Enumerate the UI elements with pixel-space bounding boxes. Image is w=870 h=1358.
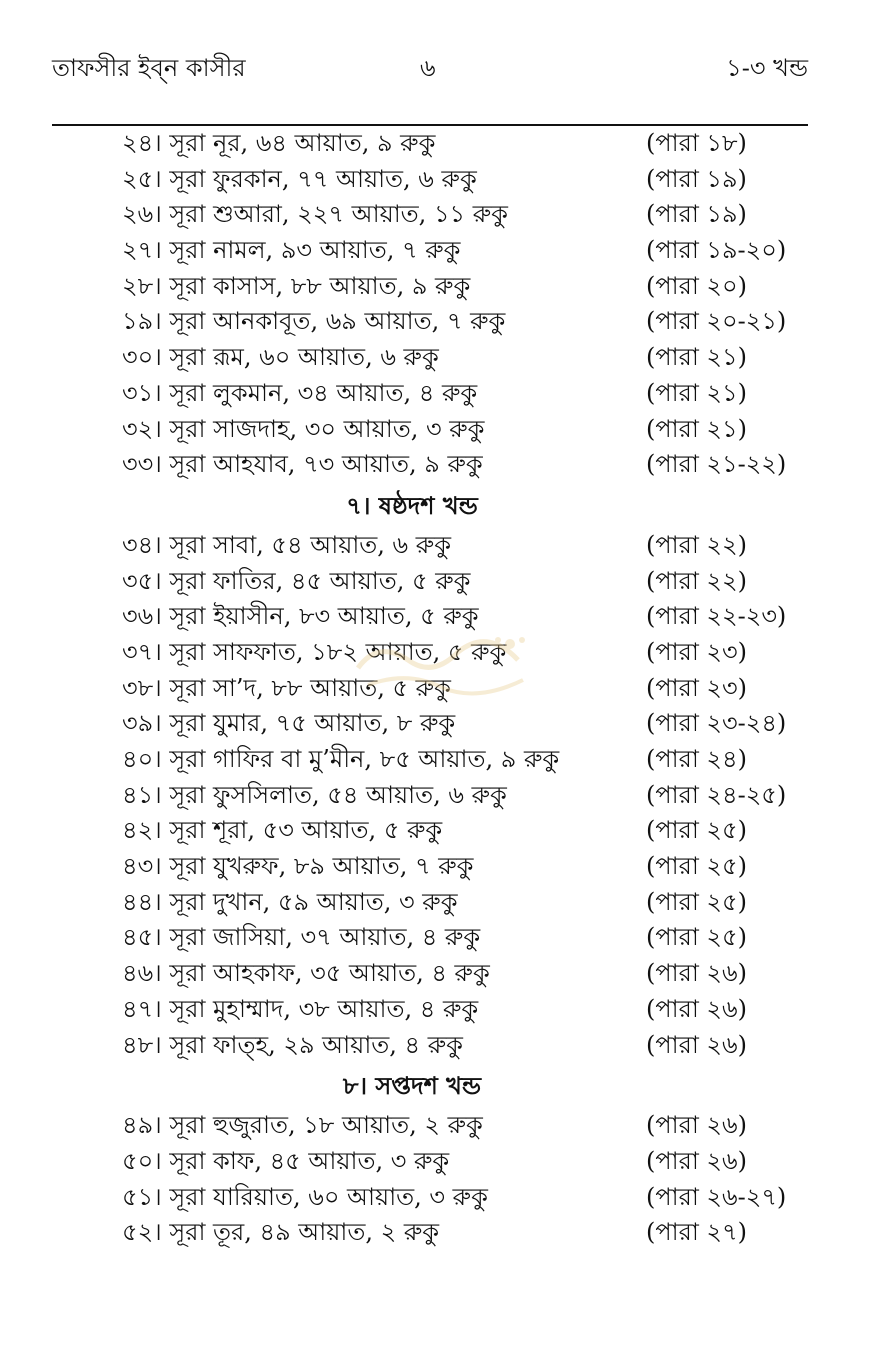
para-reference: (পারা ২৪) — [646, 745, 747, 773]
list-item — [122, 992, 812, 1028]
list-item — [122, 447, 812, 483]
list-item — [122, 813, 812, 849]
para-reference: (পারা ২৩) — [646, 637, 747, 666]
para-reference: (পারা ১৮) — [646, 129, 747, 157]
surah-entry: ৪৫। সূরা জাসিয়া, ৩৭ আয়াত, ৪ রুকু — [122, 923, 481, 952]
para-reference: (পারা ২২-২৩) — [646, 602, 787, 631]
list-item — [122, 920, 812, 956]
list-item — [122, 528, 812, 564]
surah-entry: ৪৯। সূরা হুজুরাত, ১৮ আয়াত, ২ রুকু — [122, 1111, 483, 1140]
para-reference: (পারা ১৯-২০) — [646, 236, 787, 265]
para-reference: (পারা ২৬) — [646, 959, 747, 988]
page-header — [52, 50, 808, 90]
book-title: তাফসীর ইব্‌ন কাসীর — [52, 54, 246, 82]
page-number: ৬ — [420, 54, 436, 82]
surah-entry: ৩৬। সূরা ইয়াসীন, ৮৩ আয়াত, ৫ রুকু — [122, 602, 479, 631]
list-item — [122, 233, 812, 269]
para-reference: (পারা ২৫) — [646, 852, 747, 881]
list-item — [122, 778, 812, 814]
para-reference: (পারা ২৩-২৪) — [646, 709, 787, 738]
para-reference: (পারা ২৬) — [646, 1030, 747, 1059]
surah-entry: ৩৩। সূরা আহযাব, ৭৩ আয়াত, ৯ রুকু — [122, 450, 483, 479]
para-reference: (পারা ২৬) — [646, 994, 747, 1023]
list-item — [122, 706, 812, 742]
surah-entry: ২৬। সূরা শুআরা, ২২৭ আয়াত, ১১ রুকু — [122, 200, 508, 229]
list-item — [122, 1028, 812, 1064]
para-reference: (পারা ২১) — [646, 414, 747, 443]
para-reference: (পারা ২৬) — [646, 1111, 747, 1140]
list-item — [122, 412, 812, 448]
list-item — [122, 304, 812, 340]
list-item — [122, 956, 812, 992]
para-reference: (পারা ২২) — [646, 530, 747, 559]
volume-label: ১-৩ খন্ড — [726, 54, 808, 82]
surah-entry: ১৯। সূরা আনকাবূত, ৬৯ আয়াত, ৭ রুকু — [122, 307, 506, 336]
surah-entry: ৩৪। সূরা সাবা, ৫৪ আয়াত, ৬ রুকু — [122, 530, 451, 559]
surah-entry: ৩৮। সূরা সা’দ, ৮৮ আয়াত, ৫ রুকু — [122, 673, 451, 702]
list-item — [122, 376, 812, 412]
para-reference: (পারা ২৬) — [646, 1146, 747, 1175]
surah-entry: ৪২। সূরা শূরা, ৫৩ আয়াত, ৫ রুকু — [122, 816, 443, 845]
surah-entry: ৪৬। সূরা আহকাফ, ৩৫ আয়াত, ৪ রুকু — [122, 959, 490, 988]
list-item — [122, 1180, 812, 1216]
list-item — [122, 197, 812, 233]
surah-entry: ৩৫। সূরা ফাতির, ৪৫ আয়াত, ৫ রুকু — [122, 566, 471, 595]
para-reference: (পারা ২০) — [646, 271, 747, 300]
section-heading: ৭। ষষ্ঠদশ খন্ড — [346, 490, 478, 520]
list-item — [122, 126, 812, 162]
para-reference: (পারা ২৫) — [646, 923, 747, 952]
list-item — [122, 564, 812, 600]
list-item — [122, 340, 812, 376]
list-item — [122, 162, 812, 198]
surah-entry: ২৭। সূরা নামল, ৯৩ আয়াত, ৭ রুকু — [122, 236, 461, 265]
surah-entry: ৪৪। সূরা দুখান, ৫৯ আয়াত, ৩ রুকু — [122, 887, 458, 916]
surah-entry: ২৮। সূরা কাসাস, ৮৮ আয়াত, ৯ রুকু — [122, 271, 471, 300]
surah-entry: ৪০। সূরা গাফির বা মু’মীন, ৮৫ আয়াত, ৯ রুকু — [122, 745, 560, 773]
para-reference: (পারা ২১) — [646, 343, 747, 372]
list-item — [122, 269, 812, 305]
list-item — [122, 742, 812, 778]
surah-entry: ৩০। সূরা রূম, ৬০ আয়াত, ৬ রুকু — [122, 343, 439, 372]
surah-entry: ৪১। সূরা ফুসসিলাত, ৫৪ আয়াত, ৬ রুকু — [122, 780, 507, 809]
para-reference: (পারা ২৫) — [646, 887, 747, 916]
surah-entry: ৩২। সূরা সাজদাহ, ৩০ আয়াত, ৩ রুকু — [122, 414, 485, 443]
para-reference: (পারা ২৪-২৫) — [646, 780, 787, 809]
surah-entry: ৩১। সূরা লুকমান, ৩৪ আয়াত, ৪ রুকু — [122, 378, 478, 407]
para-reference: (পারা ১৯) — [646, 164, 747, 193]
list-item — [122, 885, 812, 921]
surah-entry: ৪৮। সূরা ফাত্‌হ, ২৯ আয়াত, ৪ রুকু — [122, 1030, 463, 1059]
para-reference: (পারা ২১-২২) — [646, 450, 787, 479]
surah-entry: ২৪। সূরা নূর, ৬৪ আয়াত, ৯ রুকু — [122, 129, 436, 157]
surah-entry: ৪৭। সূরা মুহাম্মাদ, ৩৮ আয়াত, ৪ রুকু — [122, 994, 479, 1023]
surah-entry: ৫২। সূরা তূর, ৪৯ আয়াত, ২ রুকু — [122, 1218, 440, 1247]
surah-entry: ৪৩। সূরা যুখরুফ, ৮৯ আয়াত, ৭ রুকু — [122, 852, 474, 881]
list-item — [122, 671, 812, 707]
para-reference: (পারা ২৩) — [646, 673, 747, 702]
para-reference: (পারা ১৯) — [646, 200, 747, 229]
section-heading: ৮। সপ্তদশ খন্ড — [342, 1071, 482, 1101]
list-item — [122, 849, 812, 885]
list-item — [122, 1215, 812, 1251]
para-reference: (পারা ২২) — [646, 566, 747, 595]
surah-entry: ৩৭। সূরা সাফফাত, ১৮২ আয়াত, ৫ রুকু — [122, 637, 507, 666]
para-reference: (পারা ২১) — [646, 378, 747, 407]
para-reference: (পারা ২৭) — [646, 1218, 747, 1247]
surah-entry: ২৫। সূরা ফুরকান, ৭৭ আয়াত, ৬ রুকু — [122, 164, 477, 193]
para-reference: (পারা ২৬-২৭) — [646, 1182, 787, 1211]
list-item — [122, 1144, 812, 1180]
surah-index-list — [122, 126, 812, 1251]
surah-entry: ৩৯। সূরা যুমার, ৭৫ আয়াত, ৮ রুকু — [122, 709, 456, 738]
surah-entry: ৫১। সূরা যারিয়াত, ৬০ আয়াত, ৩ রুকু — [122, 1182, 488, 1211]
list-item — [122, 635, 812, 671]
list-item — [122, 1108, 812, 1144]
para-reference: (পারা ২৫) — [646, 816, 747, 845]
surah-entry: ৫০। সূরা কাফ, ৪৫ আয়াত, ৩ রুকু — [122, 1146, 450, 1175]
list-item — [122, 599, 812, 635]
para-reference: (পারা ২০-২১) — [646, 307, 787, 336]
